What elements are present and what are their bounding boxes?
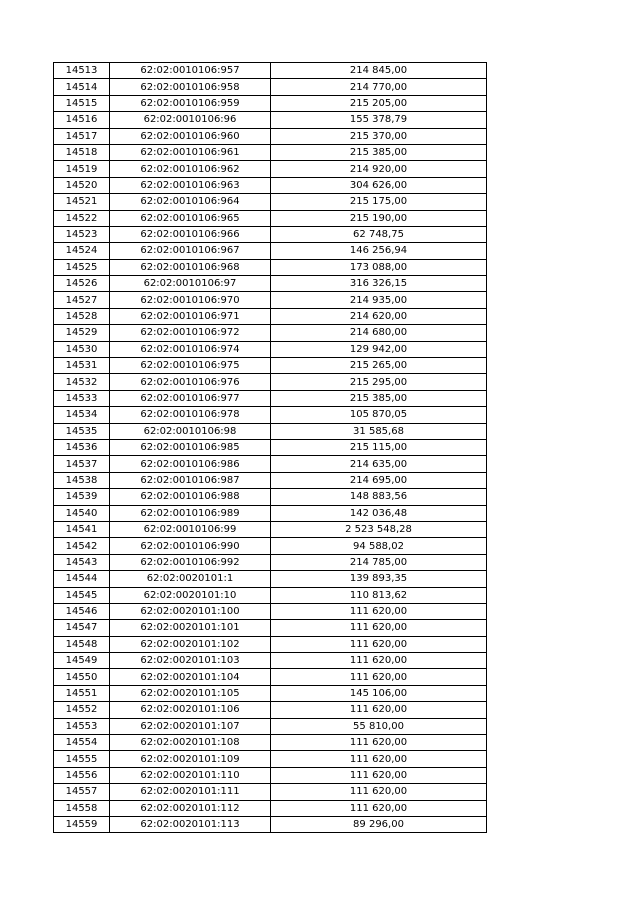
cadastral-number-cell: 62:02:0010106:957: [110, 63, 271, 79]
cadastral-value-cell: 215 295,00: [271, 374, 487, 390]
table-row: [54, 63, 487, 79]
table-row: [54, 636, 487, 652]
cadastral-number-cell: 62:02:0020101:103: [110, 653, 271, 669]
table-row: [54, 489, 487, 505]
cadastral-value-cell: 214 680,00: [271, 325, 487, 341]
table-row: [54, 259, 487, 275]
cadastral-value-cell: 111 620,00: [271, 800, 487, 816]
cadastral-number-cell: 62:02:0020101:112: [110, 800, 271, 816]
table-row: [54, 308, 487, 324]
cadastral-value-cell: 215 190,00: [271, 210, 487, 226]
row-number-cell: 14532: [54, 374, 110, 390]
table-row: [54, 210, 487, 226]
cadastral-value-cell: 214 770,00: [271, 79, 487, 95]
table-row: [54, 407, 487, 423]
row-number-cell: 14531: [54, 358, 110, 374]
cadastral-value-cell: 214 695,00: [271, 472, 487, 488]
table-row: [54, 587, 487, 603]
cadastral-number-cell: 62:02:0010106:974: [110, 341, 271, 357]
cadastral-number-cell: 62:02:0020101:108: [110, 735, 271, 751]
cadastral-value-cell: 2 523 548,28: [271, 521, 487, 537]
cadastral-value-cell: 139 893,35: [271, 571, 487, 587]
row-number-cell: 14554: [54, 735, 110, 751]
row-number-cell: 14543: [54, 554, 110, 570]
row-number-cell: 14521: [54, 194, 110, 210]
cadastral-number-cell: 62:02:0020101:102: [110, 636, 271, 652]
row-number-cell: 14533: [54, 390, 110, 406]
cadastral-number-cell: 62:02:0010106:963: [110, 177, 271, 193]
cadastral-number-cell: 62:02:0020101:105: [110, 685, 271, 701]
cadastral-number-cell: 62:02:0010106:97: [110, 276, 271, 292]
table-row: [54, 718, 487, 734]
row-number-cell: 14513: [54, 63, 110, 79]
cadastral-value-cell: 148 883,56: [271, 489, 487, 505]
table-row: [54, 685, 487, 701]
cadastral-number-cell: 62:02:0010106:960: [110, 128, 271, 144]
table-row: [54, 243, 487, 259]
cadastral-value-cell: 111 620,00: [271, 702, 487, 718]
cadastral-number-cell: 62:02:0010106:985: [110, 439, 271, 455]
row-number-cell: 14519: [54, 161, 110, 177]
cadastral-number-cell: 62:02:0010106:964: [110, 194, 271, 210]
row-number-cell: 14539: [54, 489, 110, 505]
table-row: [54, 161, 487, 177]
cadastral-number-cell: 62:02:0010106:962: [110, 161, 271, 177]
row-number-cell: 14536: [54, 439, 110, 455]
cadastral-value-cell: 214 785,00: [271, 554, 487, 570]
table-body: [54, 63, 487, 833]
table-row: [54, 423, 487, 439]
cadastral-number-cell: 62:02:0020101:10: [110, 587, 271, 603]
table-row: [54, 439, 487, 455]
cadastral-value-cell: 173 088,00: [271, 259, 487, 275]
row-number-cell: 14527: [54, 292, 110, 308]
table-row: [54, 767, 487, 783]
table-row: [54, 95, 487, 111]
row-number-cell: 14529: [54, 325, 110, 341]
cadastral-number-cell: 62:02:0010106:992: [110, 554, 271, 570]
cadastral-number-cell: 62:02:0010106:967: [110, 243, 271, 259]
cadastral-number-cell: 62:02:0010106:988: [110, 489, 271, 505]
cadastral-value-cell: 214 920,00: [271, 161, 487, 177]
cadastral-value-cell: 214 620,00: [271, 308, 487, 324]
cadastral-value-cell: 111 620,00: [271, 751, 487, 767]
cadastral-value-table: [53, 62, 487, 833]
cadastral-number-cell: 62:02:0020101:100: [110, 603, 271, 619]
cadastral-number-cell: 62:02:0010106:976: [110, 374, 271, 390]
cadastral-number-cell: 62:02:0010106:96: [110, 112, 271, 128]
cadastral-value-cell: 55 810,00: [271, 718, 487, 734]
row-number-cell: 14540: [54, 505, 110, 521]
row-number-cell: 14552: [54, 702, 110, 718]
table-row: [54, 669, 487, 685]
table-row: [54, 472, 487, 488]
cadastral-value-cell: 142 036,48: [271, 505, 487, 521]
row-number-cell: 14523: [54, 226, 110, 242]
table-row: [54, 653, 487, 669]
cadastral-value-cell: 214 935,00: [271, 292, 487, 308]
table-row: [54, 620, 487, 636]
row-number-cell: 14530: [54, 341, 110, 357]
table-row: [54, 79, 487, 95]
row-number-cell: 14555: [54, 751, 110, 767]
row-number-cell: 14537: [54, 456, 110, 472]
cadastral-value-cell: 155 378,79: [271, 112, 487, 128]
cadastral-value-cell: 215 175,00: [271, 194, 487, 210]
row-number-cell: 14557: [54, 784, 110, 800]
cadastral-value-cell: 94 588,02: [271, 538, 487, 554]
cadastral-number-cell: 62:02:0020101:111: [110, 784, 271, 800]
cadastral-value-cell: 111 620,00: [271, 636, 487, 652]
cadastral-number-cell: 62:02:0010106:965: [110, 210, 271, 226]
row-number-cell: 14522: [54, 210, 110, 226]
row-number-cell: 14528: [54, 308, 110, 324]
cadastral-value-cell: 111 620,00: [271, 784, 487, 800]
table-row: [54, 571, 487, 587]
row-number-cell: 14538: [54, 472, 110, 488]
table-row: [54, 194, 487, 210]
cadastral-value-cell: 215 205,00: [271, 95, 487, 111]
cadastral-value-cell: 214 635,00: [271, 456, 487, 472]
table-row: [54, 521, 487, 537]
row-number-cell: 14556: [54, 767, 110, 783]
table-row: [54, 554, 487, 570]
cadastral-number-cell: 62:02:0010106:972: [110, 325, 271, 341]
row-number-cell: 14550: [54, 669, 110, 685]
row-number-cell: 14558: [54, 800, 110, 816]
cadastral-number-cell: 62:02:0010106:977: [110, 390, 271, 406]
cadastral-value-cell: 110 813,62: [271, 587, 487, 603]
cadastral-number-cell: 62:02:0020101:104: [110, 669, 271, 685]
cadastral-value-cell: 215 115,00: [271, 439, 487, 455]
cadastral-number-cell: 62:02:0010106:971: [110, 308, 271, 324]
row-number-cell: 14526: [54, 276, 110, 292]
table-row: [54, 374, 487, 390]
cadastral-number-cell: 62:02:0020101:106: [110, 702, 271, 718]
cadastral-value-cell: 215 385,00: [271, 390, 487, 406]
row-number-cell: 14534: [54, 407, 110, 423]
table-row: [54, 112, 487, 128]
row-number-cell: 14548: [54, 636, 110, 652]
row-number-cell: 14559: [54, 816, 110, 832]
row-number-cell: 14546: [54, 603, 110, 619]
table-row: [54, 177, 487, 193]
table-row: [54, 341, 487, 357]
cadastral-number-cell: 62:02:0020101:101: [110, 620, 271, 636]
row-number-cell: 14516: [54, 112, 110, 128]
table-row: [54, 276, 487, 292]
cadastral-number-cell: 62:02:0010106:961: [110, 144, 271, 160]
cadastral-value-cell: 316 326,15: [271, 276, 487, 292]
row-number-cell: 14553: [54, 718, 110, 734]
cadastral-number-cell: 62:02:0010106:98: [110, 423, 271, 439]
cadastral-number-cell: 62:02:0020101:1: [110, 571, 271, 587]
table-row: [54, 456, 487, 472]
cadastral-number-cell: 62:02:0010106:987: [110, 472, 271, 488]
table-row: [54, 505, 487, 521]
row-number-cell: 14549: [54, 653, 110, 669]
row-number-cell: 14518: [54, 144, 110, 160]
row-number-cell: 14542: [54, 538, 110, 554]
row-number-cell: 14547: [54, 620, 110, 636]
table-row: [54, 702, 487, 718]
cadastral-value-cell: 111 620,00: [271, 653, 487, 669]
table-row: [54, 751, 487, 767]
row-number-cell: 14514: [54, 79, 110, 95]
row-number-cell: 14524: [54, 243, 110, 259]
table-row: [54, 816, 487, 832]
table-row: [54, 390, 487, 406]
cadastral-number-cell: 62:02:0020101:110: [110, 767, 271, 783]
cadastral-number-cell: 62:02:0010106:975: [110, 358, 271, 374]
cadastral-number-cell: 62:02:0010106:958: [110, 79, 271, 95]
table-row: [54, 538, 487, 554]
cadastral-number-cell: 62:02:0010106:978: [110, 407, 271, 423]
cadastral-value-cell: 304 626,00: [271, 177, 487, 193]
row-number-cell: 14515: [54, 95, 110, 111]
table-row: [54, 784, 487, 800]
cadastral-number-cell: 62:02:0010106:968: [110, 259, 271, 275]
cadastral-value-cell: 215 370,00: [271, 128, 487, 144]
table-row: [54, 358, 487, 374]
table-row: [54, 800, 487, 816]
cadastral-number-cell: 62:02:0010106:989: [110, 505, 271, 521]
row-number-cell: 14545: [54, 587, 110, 603]
cadastral-value-cell: 105 870,05: [271, 407, 487, 423]
cadastral-number-cell: 62:02:0020101:107: [110, 718, 271, 734]
cadastral-value-cell: 111 620,00: [271, 669, 487, 685]
cadastral-value-cell: 31 585,68: [271, 423, 487, 439]
row-number-cell: 14525: [54, 259, 110, 275]
cadastral-value-cell: 111 620,00: [271, 620, 487, 636]
table-row: [54, 325, 487, 341]
table-row: [54, 603, 487, 619]
table-row: [54, 735, 487, 751]
cadastral-value-cell: 145 106,00: [271, 685, 487, 701]
cadastral-value-cell: 146 256,94: [271, 243, 487, 259]
table-row: [54, 144, 487, 160]
cadastral-value-cell: 214 845,00: [271, 63, 487, 79]
cadastral-value-cell: 215 265,00: [271, 358, 487, 374]
cadastral-number-cell: 62:02:0010106:970: [110, 292, 271, 308]
cadastral-value-cell: 111 620,00: [271, 603, 487, 619]
cadastral-value-cell: 62 748,75: [271, 226, 487, 242]
cadastral-value-cell: 129 942,00: [271, 341, 487, 357]
cadastral-value-cell: 215 385,00: [271, 144, 487, 160]
cadastral-number-cell: 62:02:0020101:113: [110, 816, 271, 832]
row-number-cell: 14551: [54, 685, 110, 701]
row-number-cell: 14535: [54, 423, 110, 439]
cadastral-number-cell: 62:02:0010106:959: [110, 95, 271, 111]
cadastral-number-cell: 62:02:0010106:990: [110, 538, 271, 554]
table-row: [54, 292, 487, 308]
cadastral-number-cell: 62:02:0020101:109: [110, 751, 271, 767]
cadastral-number-cell: 62:02:0010106:99: [110, 521, 271, 537]
table-row: [54, 128, 487, 144]
cadastral-value-cell: 89 296,00: [271, 816, 487, 832]
row-number-cell: 14544: [54, 571, 110, 587]
row-number-cell: 14517: [54, 128, 110, 144]
cadastral-value-cell: 111 620,00: [271, 735, 487, 751]
row-number-cell: 14541: [54, 521, 110, 537]
cadastral-number-cell: 62:02:0010106:966: [110, 226, 271, 242]
row-number-cell: 14520: [54, 177, 110, 193]
table-row: [54, 226, 487, 242]
cadastral-value-cell: 111 620,00: [271, 767, 487, 783]
cadastral-number-cell: 62:02:0010106:986: [110, 456, 271, 472]
